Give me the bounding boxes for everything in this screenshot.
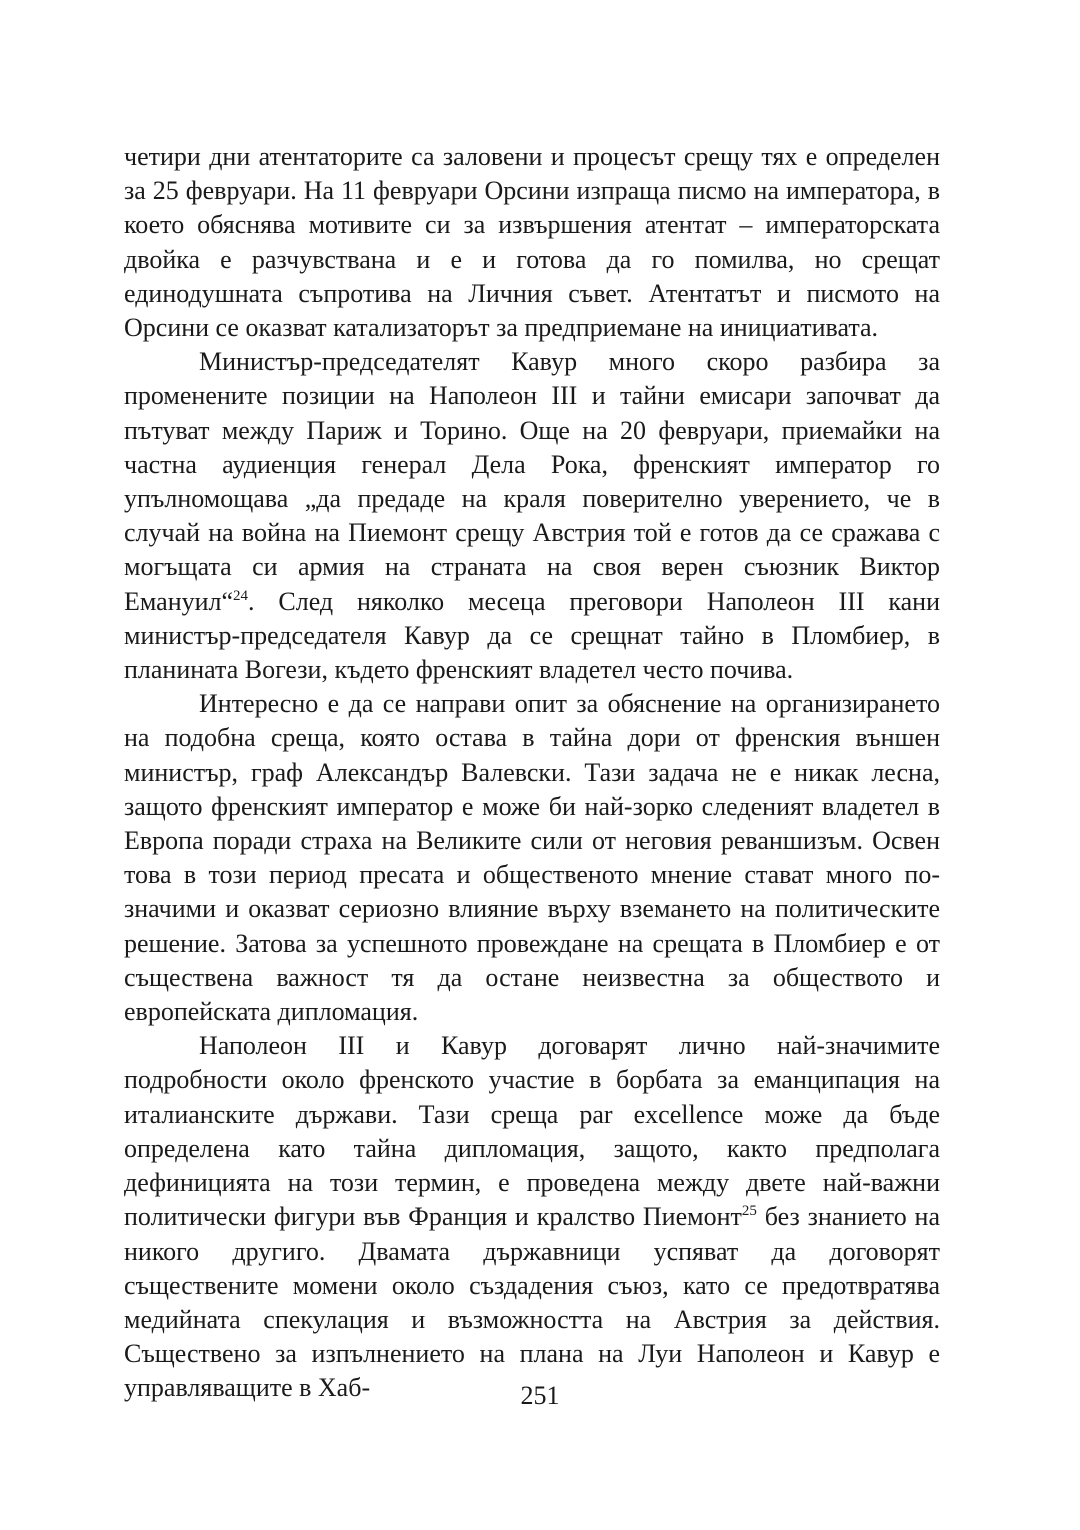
paragraph-1	[124, 140, 940, 345]
footnote-marker-25: 25	[741, 1203, 757, 1220]
paragraph-3	[124, 687, 940, 1029]
page-number: 251	[520, 1381, 560, 1410]
paragraph-1-text: четири дни атентаторите са заловени и процесът срещу тях е определен за 25 февруари. На 11 февруари Орсини изпраща писмо на императора, в което обяснява мотивите си за извършения атентат – императорската двойка е разчувствана и е и готова да го помилва, но срещат единодушната съпротива на Личния съвет. Атентатът и писмото на Орсини се оказват катализаторът за предприемане на инициативата.	[124, 142, 940, 343]
paragraph-2-text-before: Министър-председателят Кавур много скоро разбира за променените позиции на Наполеон III и тайни емисари започват да пътуват между Париж и Торино. Още на 20 февруари, приемайки на частна аудиенция генерал Дела Рока, френският император го упълномощава „да предаде на краля поверително уверението, че в случай на война на Пиемонт срещу Австрия той е готов да се сражава с могъщата си армия на страната на своя верен съюзник Виктор Емануил“	[124, 347, 940, 616]
footnote-marker-24: 24	[233, 587, 249, 604]
paragraph-4	[124, 1029, 940, 1405]
paragraph-4-text-after: без знанието на никого другиго. Двамата държавници успяват да договорят съществените момени около създадения съюз, като се предотвратява медийната спекулация и възможността на Австрия за действия. Съществено за изпълнението на плана на Луи Наполеон и Кавур е управляващите в Хаб-	[124, 1202, 940, 1403]
paragraph-2	[124, 345, 940, 687]
body-text	[124, 140, 940, 1406]
paragraph-2-text-after: . След няколко месеца преговори Наполеон III кани министър-председателя Кавур да се срещнат тайно в Пломбиер, в планината Вогези, където френският владетел често почива.	[124, 586, 940, 685]
paragraph-3-text: Интересно е да се направи опит за обяснение на организирането на подобна среща, която остава в тайна дори от френския външен министър, граф Александър Валевски. Тази задача не е никак лесна, защото френският император е може би най-зорко следеният владетел в Европа поради страха на Великите сили от неговия реваншизъм. Освен това в този период пресата и общественото мнение стават много по-значими и оказват сериозно влияние върху вземането на политическите решение. Затова за успешното провеждане на срещата в Пломбиер е от съществена важност тя да остане неизвестна за обществото и европейската дипломация.	[124, 689, 940, 1027]
paragraph-4-text-before: Наполеон III и Кавур договарят лично най-значимите подробности около френското участие в борбата за еманципация на италианските държави. Тази среща par excellence може да бъде определена като тайна дипломация, защото, както предполага дефиницията на този термин, е проведена между двете най-важни политически фигури във Франция и кралство Пиемонт	[124, 1031, 940, 1232]
